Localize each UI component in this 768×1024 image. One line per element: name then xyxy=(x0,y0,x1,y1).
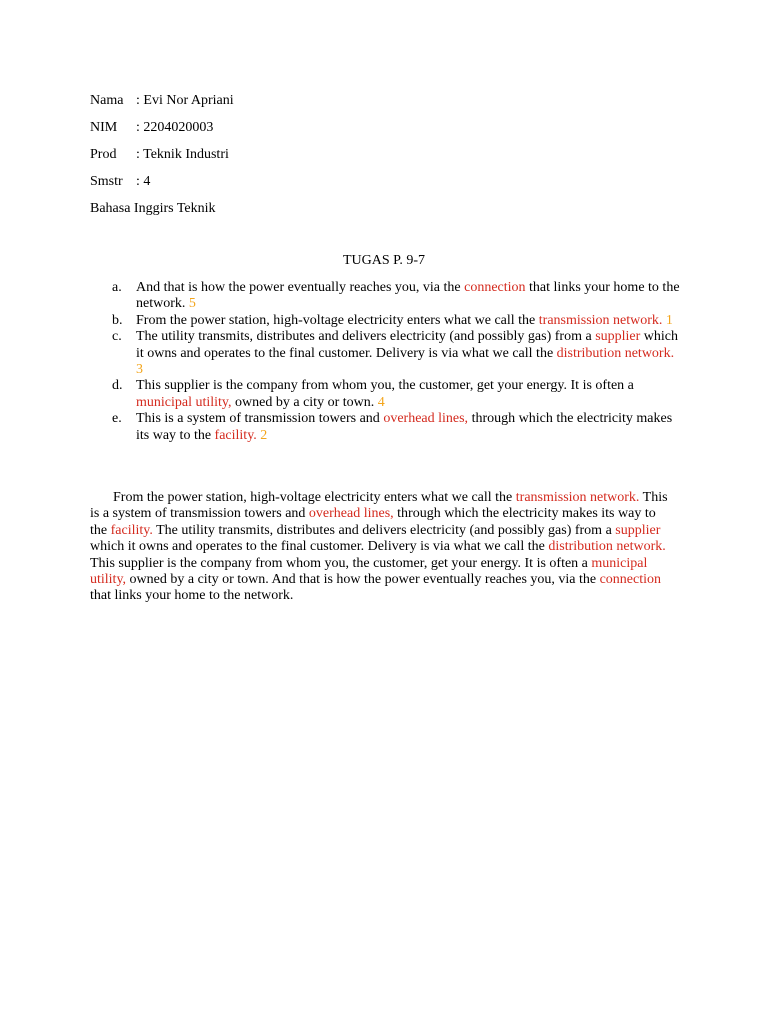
answer-number: 2 xyxy=(260,427,268,443)
highlighted-term: overhead lines, xyxy=(383,411,469,427)
meta-label: Smstr xyxy=(90,174,123,189)
meta-label: Nama xyxy=(90,93,124,108)
answer-number: 4 xyxy=(377,394,385,410)
answer-item xyxy=(90,313,680,329)
meta-label: Prod xyxy=(90,147,117,162)
answer-number: 3 xyxy=(136,362,143,378)
meta-value: : Teknik Industri xyxy=(136,147,229,162)
highlighted-term: supplier xyxy=(595,329,641,345)
list-marker: b. xyxy=(112,312,123,328)
meta-label: NIM xyxy=(90,120,118,135)
highlighted-term: connection xyxy=(464,280,526,295)
meta-value: : Evi Nor Apriani xyxy=(136,93,234,108)
highlighted-term: distribution network. xyxy=(548,539,666,555)
meta-row-prod xyxy=(90,147,229,163)
answer-text: The utility transmits, distributes and delivers electricity (and possibly gas) from a supplier which it owns and operates to the final customer. Delivery is via what we call the distribution network. 3 xyxy=(136,329,679,378)
answer-text: This supplier is the company from whom you, the customer, get your energy. It is often a municipal utility, owned by a city or town. 4 xyxy=(136,378,634,410)
answer-list xyxy=(90,280,680,444)
course-name: Bahasa Inggirs Teknik xyxy=(90,201,216,216)
highlighted-term: facility. xyxy=(214,427,257,443)
summary-paragraph: From the power station, high-voltage electricity enters what we call the transmission network. This is a system of transmission towers and overhead lines, through which the electricity makes its way to the facility. The utility transmits, distributes and delivers electricity (and possibly gas) from a supplier which it owns and operates to the final customer. Delivery is via what we call the distribution network. This supplier is the company from whom you, the customer, get your energy. It is often a municipal utility, owned by a city or town. And that is how the power eventually reaches you, via the connection that links your home to the network. xyxy=(90,490,668,604)
list-marker: a. xyxy=(112,280,122,295)
answer-text: From the power station, high-voltage electricity enters what we call the transmission network. 1 xyxy=(136,312,673,328)
meta-value: : 4 xyxy=(136,174,151,189)
meta-value: : 2204020003 xyxy=(136,120,214,135)
highlighted-term: distribution network. xyxy=(556,345,675,361)
meta-row-nama xyxy=(90,93,234,109)
answer-item xyxy=(90,280,680,313)
answer-item xyxy=(90,411,680,444)
highlighted-term: overhead lines, xyxy=(308,506,394,522)
answer-item xyxy=(90,378,680,411)
answer-text: This is a system of transmission towers and overhead lines, through which the electricity makes its way to the facility. 2 xyxy=(136,411,673,443)
meta-row-smstr xyxy=(90,174,150,190)
answer-number: 1 xyxy=(665,312,673,328)
highlighted-term: municipal utility, xyxy=(90,555,648,588)
document-title: TUGAS P. 9-7 xyxy=(342,253,426,268)
list-marker: c. xyxy=(112,329,122,345)
meta-row-nim xyxy=(90,120,213,136)
answer-item xyxy=(90,329,680,378)
highlighted-term: facility. xyxy=(110,522,153,538)
highlighted-term: connection xyxy=(599,572,662,588)
highlighted-term: supplier xyxy=(615,522,661,538)
list-marker: e. xyxy=(112,411,122,427)
highlighted-term: municipal utility, xyxy=(136,394,232,410)
highlighted-term: transmission network. xyxy=(538,312,663,328)
list-marker: d. xyxy=(112,378,123,394)
highlighted-term: transmission network. xyxy=(515,490,640,505)
answer-number: 5 xyxy=(188,296,196,312)
answer-text: And that is how the power eventually reaches you, via the connection that links your home to the network. 5 xyxy=(136,280,680,312)
